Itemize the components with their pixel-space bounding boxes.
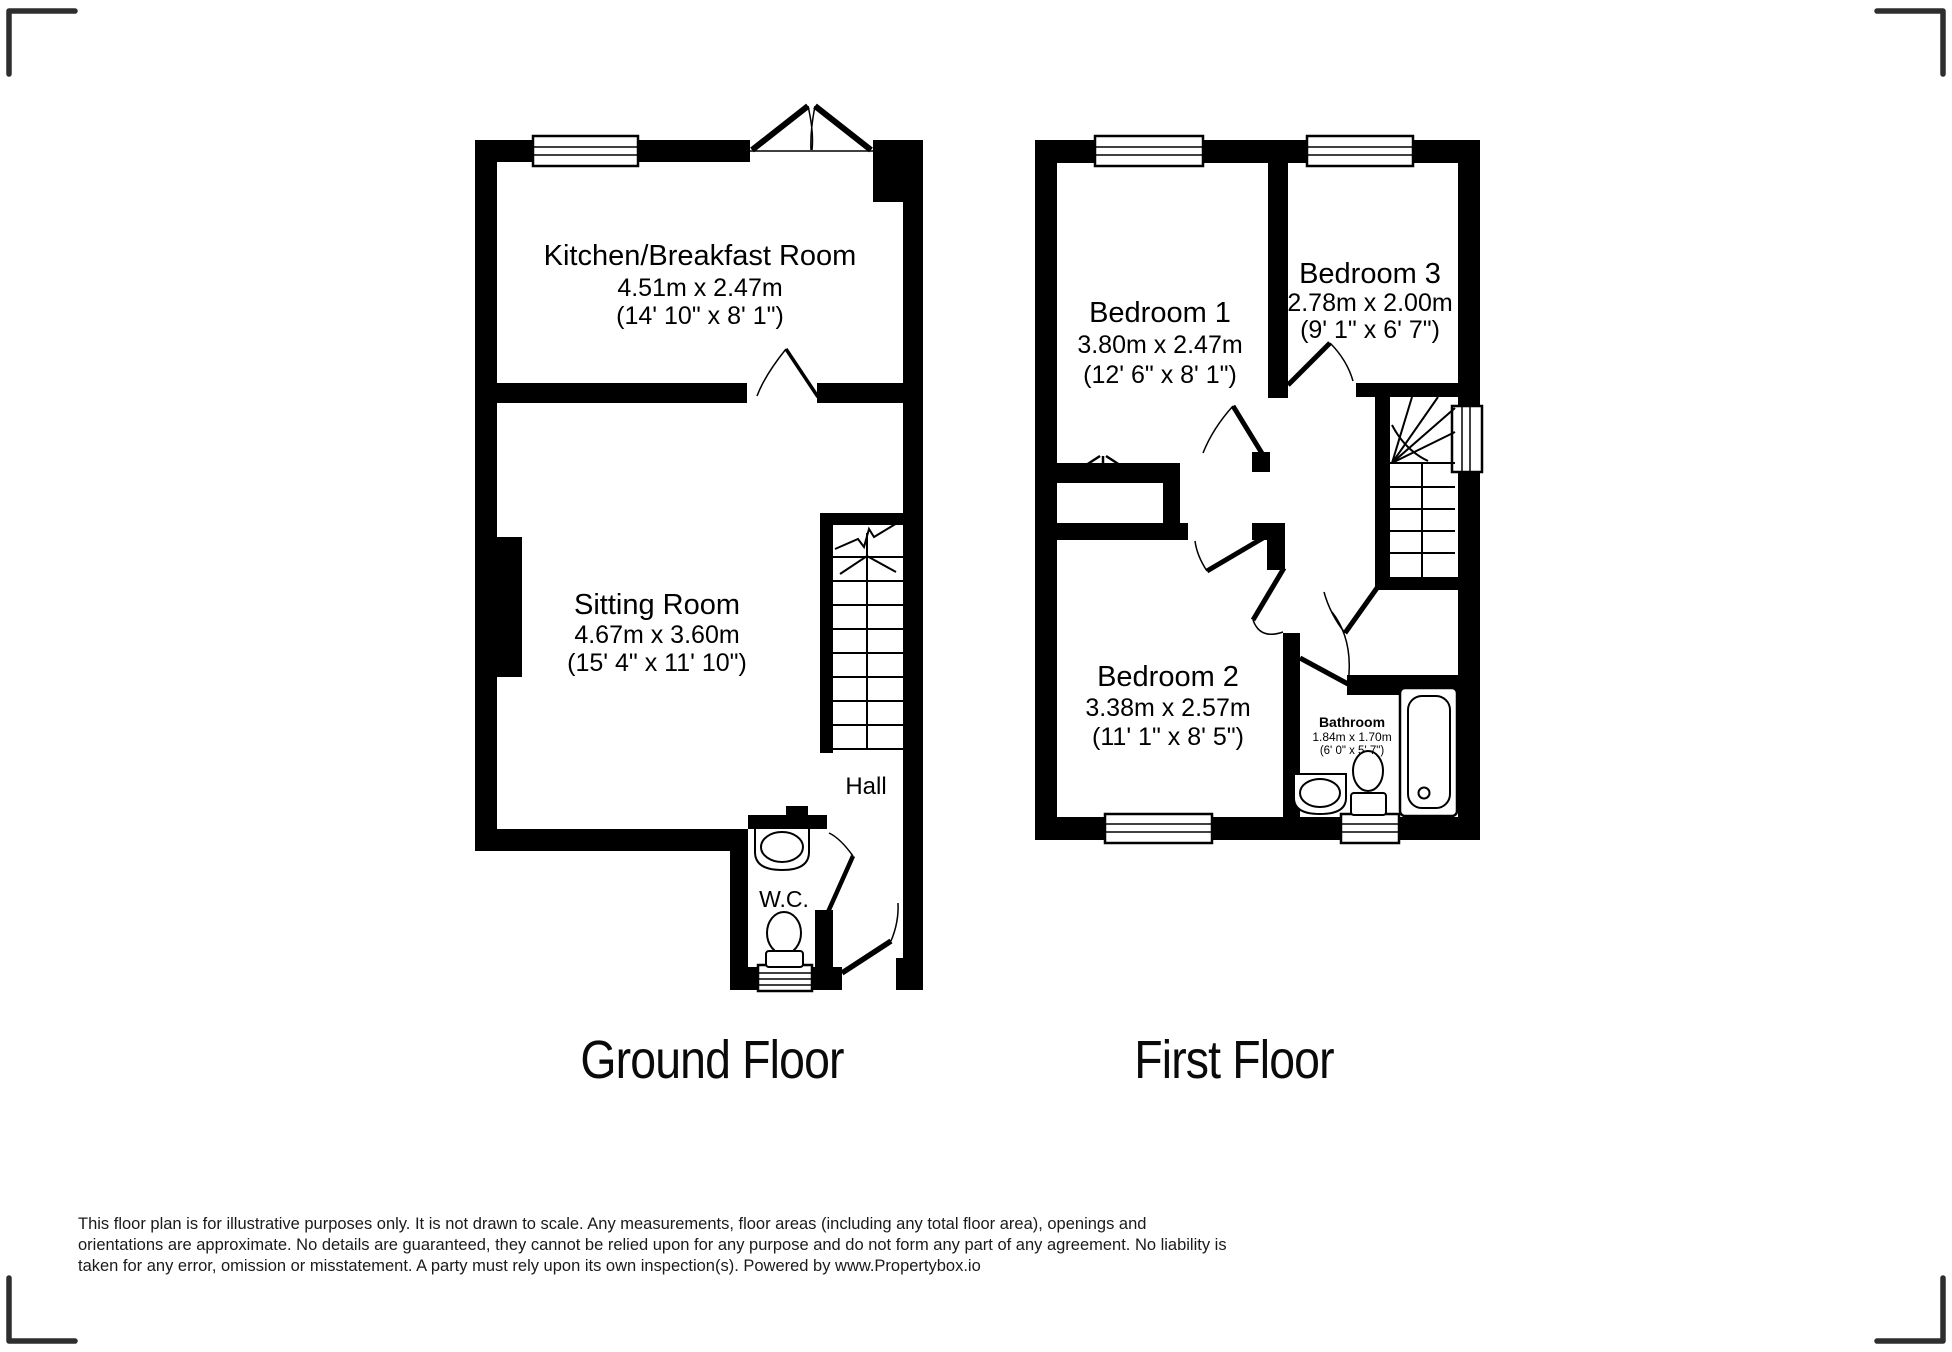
bedroom1-window xyxy=(1095,136,1203,166)
hall-label: Hall xyxy=(845,773,887,800)
french-doors xyxy=(748,106,875,151)
first-floor-title: First Floor xyxy=(1134,1030,1334,1090)
corner-mark-top-right xyxy=(1877,11,1943,74)
bedroom1-dim-imperial: (12' 6" x 8' 1") xyxy=(1083,361,1237,389)
bedroom1-label: Bedroom 1 xyxy=(1089,297,1231,329)
ground-floor-stairs xyxy=(833,520,903,749)
bedroom3-dim-imperial: (9' 1" x 6' 7") xyxy=(1300,316,1440,344)
disclaimer-line-2: orientations are approximate. No details are guaranteed, they cannot be relied upon for any purpose and do not form any part of any agreement. No liability is xyxy=(78,1235,1227,1254)
wc-window xyxy=(758,965,812,991)
bedroom3-window xyxy=(1307,136,1413,166)
corner-marks xyxy=(9,11,1943,1341)
disclaimer-line-1: This floor plan is for illustrative purposes only. It is not drawn to scale. Any measurements, floor areas (including any total floor area), openings and xyxy=(78,1214,1147,1233)
bathroom-door xyxy=(1300,612,1349,684)
disclaimer-text xyxy=(78,1213,1262,1276)
wc-basin-icon xyxy=(755,828,809,870)
bedroom2-label: Bedroom 2 xyxy=(1097,661,1239,693)
wc-label: W.C. xyxy=(759,886,809,912)
bedroom1-door xyxy=(1203,406,1263,455)
ground-floor-title: Ground Floor xyxy=(580,1030,844,1090)
ground-floor-plan xyxy=(475,106,923,991)
bathroom-basin-icon xyxy=(1294,774,1346,814)
bedroom2-door xyxy=(1195,538,1263,571)
stairs-landing-door xyxy=(1324,588,1377,633)
bedroom3-dim-metric: 2.78m x 2.00m xyxy=(1287,289,1453,317)
bathtub-icon xyxy=(1400,688,1457,816)
ground-floor-labels xyxy=(544,240,887,912)
first-floor-plan xyxy=(1035,136,1482,843)
front-door xyxy=(842,903,898,973)
bathroom-window xyxy=(1341,814,1399,843)
bedroom2-dim-imperial: (11' 1" x 8' 5") xyxy=(1092,723,1244,751)
corner-mark-bottom-left xyxy=(9,1278,75,1341)
bathroom-toilet-icon xyxy=(1351,751,1386,815)
sitting-room-label: Sitting Room xyxy=(573,589,741,621)
wc-toilet-icon xyxy=(766,912,803,967)
kitchen-label: Kitchen/Breakfast Room xyxy=(543,240,857,272)
disclaimer-line-3: taken for any error, omission or misstatement. A party must rely upon its own inspection(s). Powered by www.Propertybox.io xyxy=(78,1256,981,1275)
sitting-room-dim-metric: 4.67m x 3.60m xyxy=(574,621,740,649)
bedroom3-door xyxy=(1288,343,1353,385)
kitchen-door xyxy=(757,349,818,397)
bedroom2-window xyxy=(1105,814,1212,843)
bedroom2-dim-metric: 3.38m x 2.57m xyxy=(1085,694,1251,722)
sitting-room-dim-imperial: (15' 4" x 11' 10") xyxy=(567,649,747,677)
stairs-window xyxy=(1452,406,1482,472)
corner-mark-top-left xyxy=(9,11,75,74)
kitchen-dim-metric: 4.51m x 2.47m xyxy=(617,274,783,302)
bedroom3-label: Bedroom 3 xyxy=(1299,258,1441,290)
corner-mark-bottom-right xyxy=(1877,1278,1943,1341)
wc-door xyxy=(828,833,853,912)
landing-door xyxy=(1253,568,1284,634)
kitchen-window xyxy=(533,136,638,166)
bathroom-dim-imperial: (6' 0" x 5' 7") xyxy=(1319,745,1385,757)
kitchen-dim-imperial: (14' 10" x 8' 1") xyxy=(616,302,784,330)
bedroom1-dim-metric: 3.80m x 2.47m xyxy=(1077,331,1243,359)
first-floor-stairs xyxy=(1390,397,1455,577)
bathroom-dim-metric: 1.84m x 1.70m xyxy=(1312,730,1392,744)
bathroom-label: Bathroom xyxy=(1318,714,1386,730)
